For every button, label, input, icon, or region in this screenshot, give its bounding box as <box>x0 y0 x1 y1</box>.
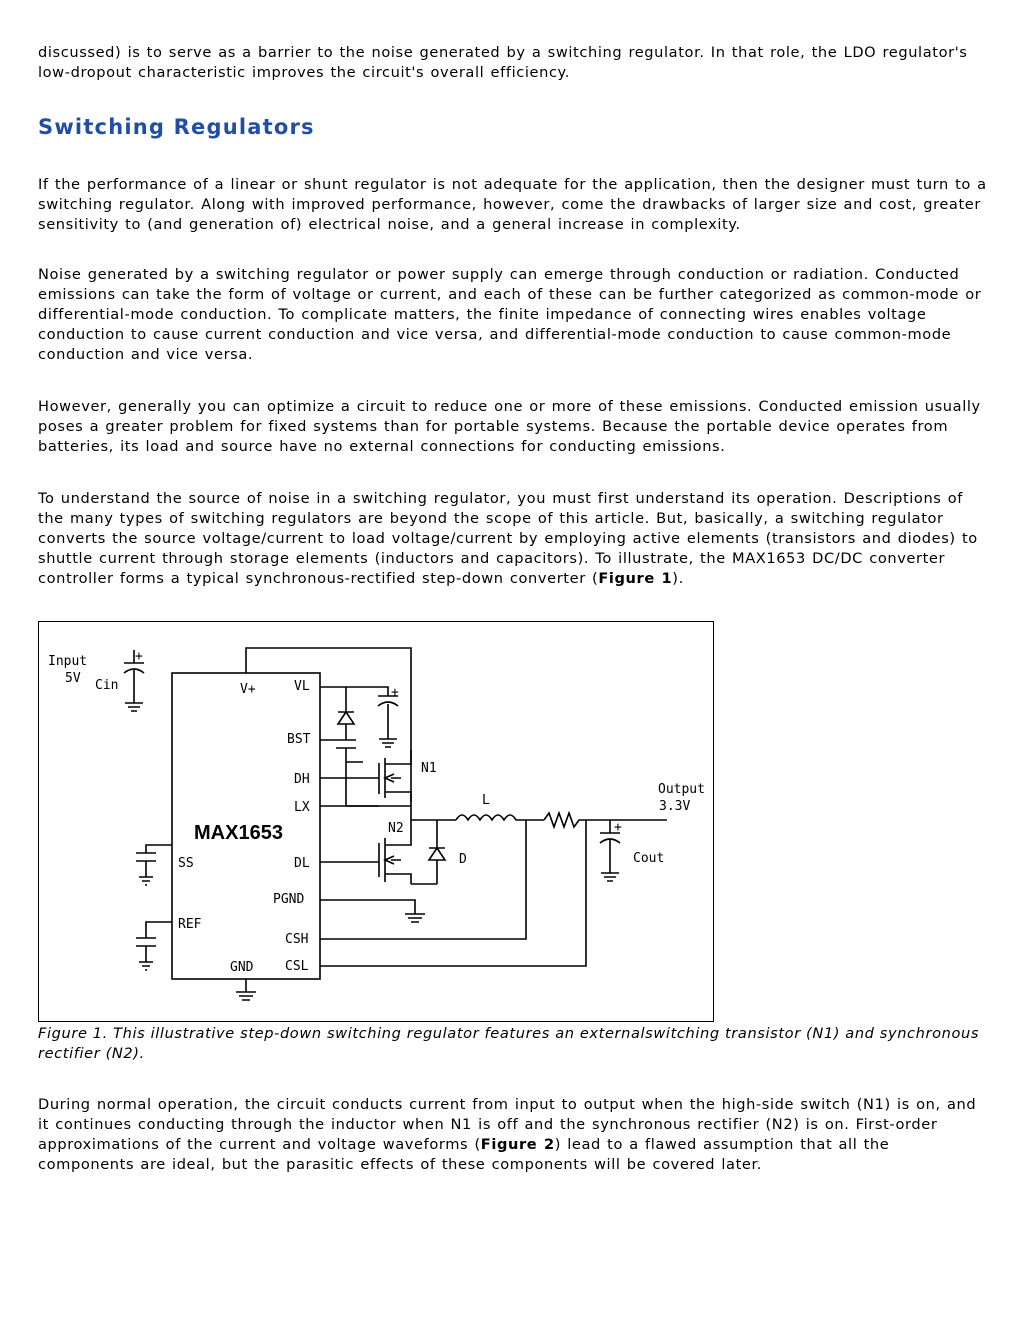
ss-cap <box>136 845 172 885</box>
pin-ref: REF <box>178 917 202 932</box>
pin-vl: VL <box>294 679 310 694</box>
gnd-line <box>236 979 256 1000</box>
cin-label: Cin <box>95 678 119 693</box>
vl-cap-plus: + <box>391 685 399 700</box>
pin-dl: DL <box>294 856 310 871</box>
pin-dh: DH <box>294 772 310 787</box>
output-voltage: 3.3V <box>659 799 691 814</box>
paragraph-5-end: ) lead to a flawed assumption that all the components are ideal, but the parasitic effects of these components will be covered later. <box>38 1136 890 1173</box>
n2-label: N2 <box>388 821 404 836</box>
paragraph-4-end: ). <box>672 570 684 587</box>
lx-node <box>320 806 456 820</box>
paragraph-4 <box>38 489 988 589</box>
figure-caption: Figure 1. This illustrative step-down switching regulator features an externalswitching transistor (N1) and synchronous rectifier (N2). <box>38 1025 980 1062</box>
pin-pgnd: PGND <box>273 892 305 907</box>
cout-label: Cout <box>633 851 665 866</box>
inductor-l <box>456 815 544 820</box>
l-label: L <box>482 793 490 808</box>
intro-paragraph: discussed) is to serve as a barrier to the noise generated by a switching regulator. In that role, the LDO regulator's low-dropout characteristic improves the circuit's overall efficiency. <box>38 44 968 81</box>
pin-gnd: GND <box>230 960 254 975</box>
dh-lx-loop <box>320 762 379 806</box>
pin-ss: SS <box>178 856 194 871</box>
pin-bst: BST <box>287 732 311 747</box>
paragraph-5 <box>38 1095 988 1175</box>
cin-plus: + <box>135 649 143 664</box>
input-label: Input <box>48 654 88 669</box>
section-title: Switching Regulators <box>38 115 315 139</box>
n1-mosfet <box>379 750 411 806</box>
pin-lx: LX <box>294 800 310 815</box>
figure-1-link[interactable]: Figure 1 <box>598 570 673 587</box>
cout-plus: + <box>614 820 622 835</box>
paragraph-4-text: To understand the source of noise in a switching regulator, you must first understand its operation. Descriptions of the many types of switching regulators are beyond the scope of this article. But, basically, a switching regulator converts the source voltage/current to load voltage/current by employing active elements (transistors and diodes) to shuttle current through storage elements (inductors and capacitors). To illustrate, the MAX1653 DC/DC converter controller forms a typical synchronous-rectified step-down converter ( <box>38 490 978 587</box>
paragraph-3: However, generally you can optimize a circuit to reduce one or more of these emissions. Conducted emission usually poses a greater problem for fixed systems than for portable systems. Because the portable device operates from batteries, its load and source have no external connections for conducting emissions. <box>38 398 981 455</box>
pin-csh: CSH <box>285 932 309 947</box>
pgnd-line <box>320 900 425 922</box>
chip-name: MAX1653 <box>194 822 283 844</box>
sense-resistor <box>544 813 667 827</box>
csl-line <box>320 820 586 966</box>
output-label: Output <box>658 782 705 797</box>
figure-1 <box>38 621 714 1022</box>
d-label: D <box>459 852 467 867</box>
schematic <box>39 622 713 1021</box>
figure-2-link[interactable]: Figure 2 <box>480 1136 555 1153</box>
paragraph-1: If the performance of a linear or shunt regulator is not adequate for the application, then the designer must turn to a switching regulator. Along with improved performance, however, come the drawbacks of larger size and cost, greater sensitivity to (and generation of) electrical noise, and a general increase in complexity. <box>38 176 987 233</box>
input-voltage: 5V <box>65 671 81 686</box>
paragraph-5-text: During normal operation, the circuit conducts current from input to output when the high-side switch (N1) is on, and it continues conducting through the inductor when N1 is off and the synchronous rectifier (N2) is on. First-order approximations of the current and voltage waveforms ( <box>38 1096 977 1153</box>
csh-line <box>320 820 526 939</box>
n1-label: N1 <box>421 761 437 776</box>
paragraph-2: Noise generated by a switching regulator or power supply can emerge through conduction or radiation. Conducted emissions can take the form of voltage or current, and each of these can be further categorized as common-mode or differential-mode conduction. To complicate matters, the finite impedance of connecting wires enables voltage conduction to cause current conduction and vice versa, and differential-mode conduction to cause common-mode conduction and vice versa. <box>38 266 982 363</box>
pin-vplus: V+ <box>240 682 256 697</box>
vl-line <box>320 687 398 747</box>
ref-cap <box>136 922 172 970</box>
diode-d <box>411 820 445 884</box>
pin-csl: CSL <box>285 959 309 974</box>
bst-diode <box>320 687 356 762</box>
